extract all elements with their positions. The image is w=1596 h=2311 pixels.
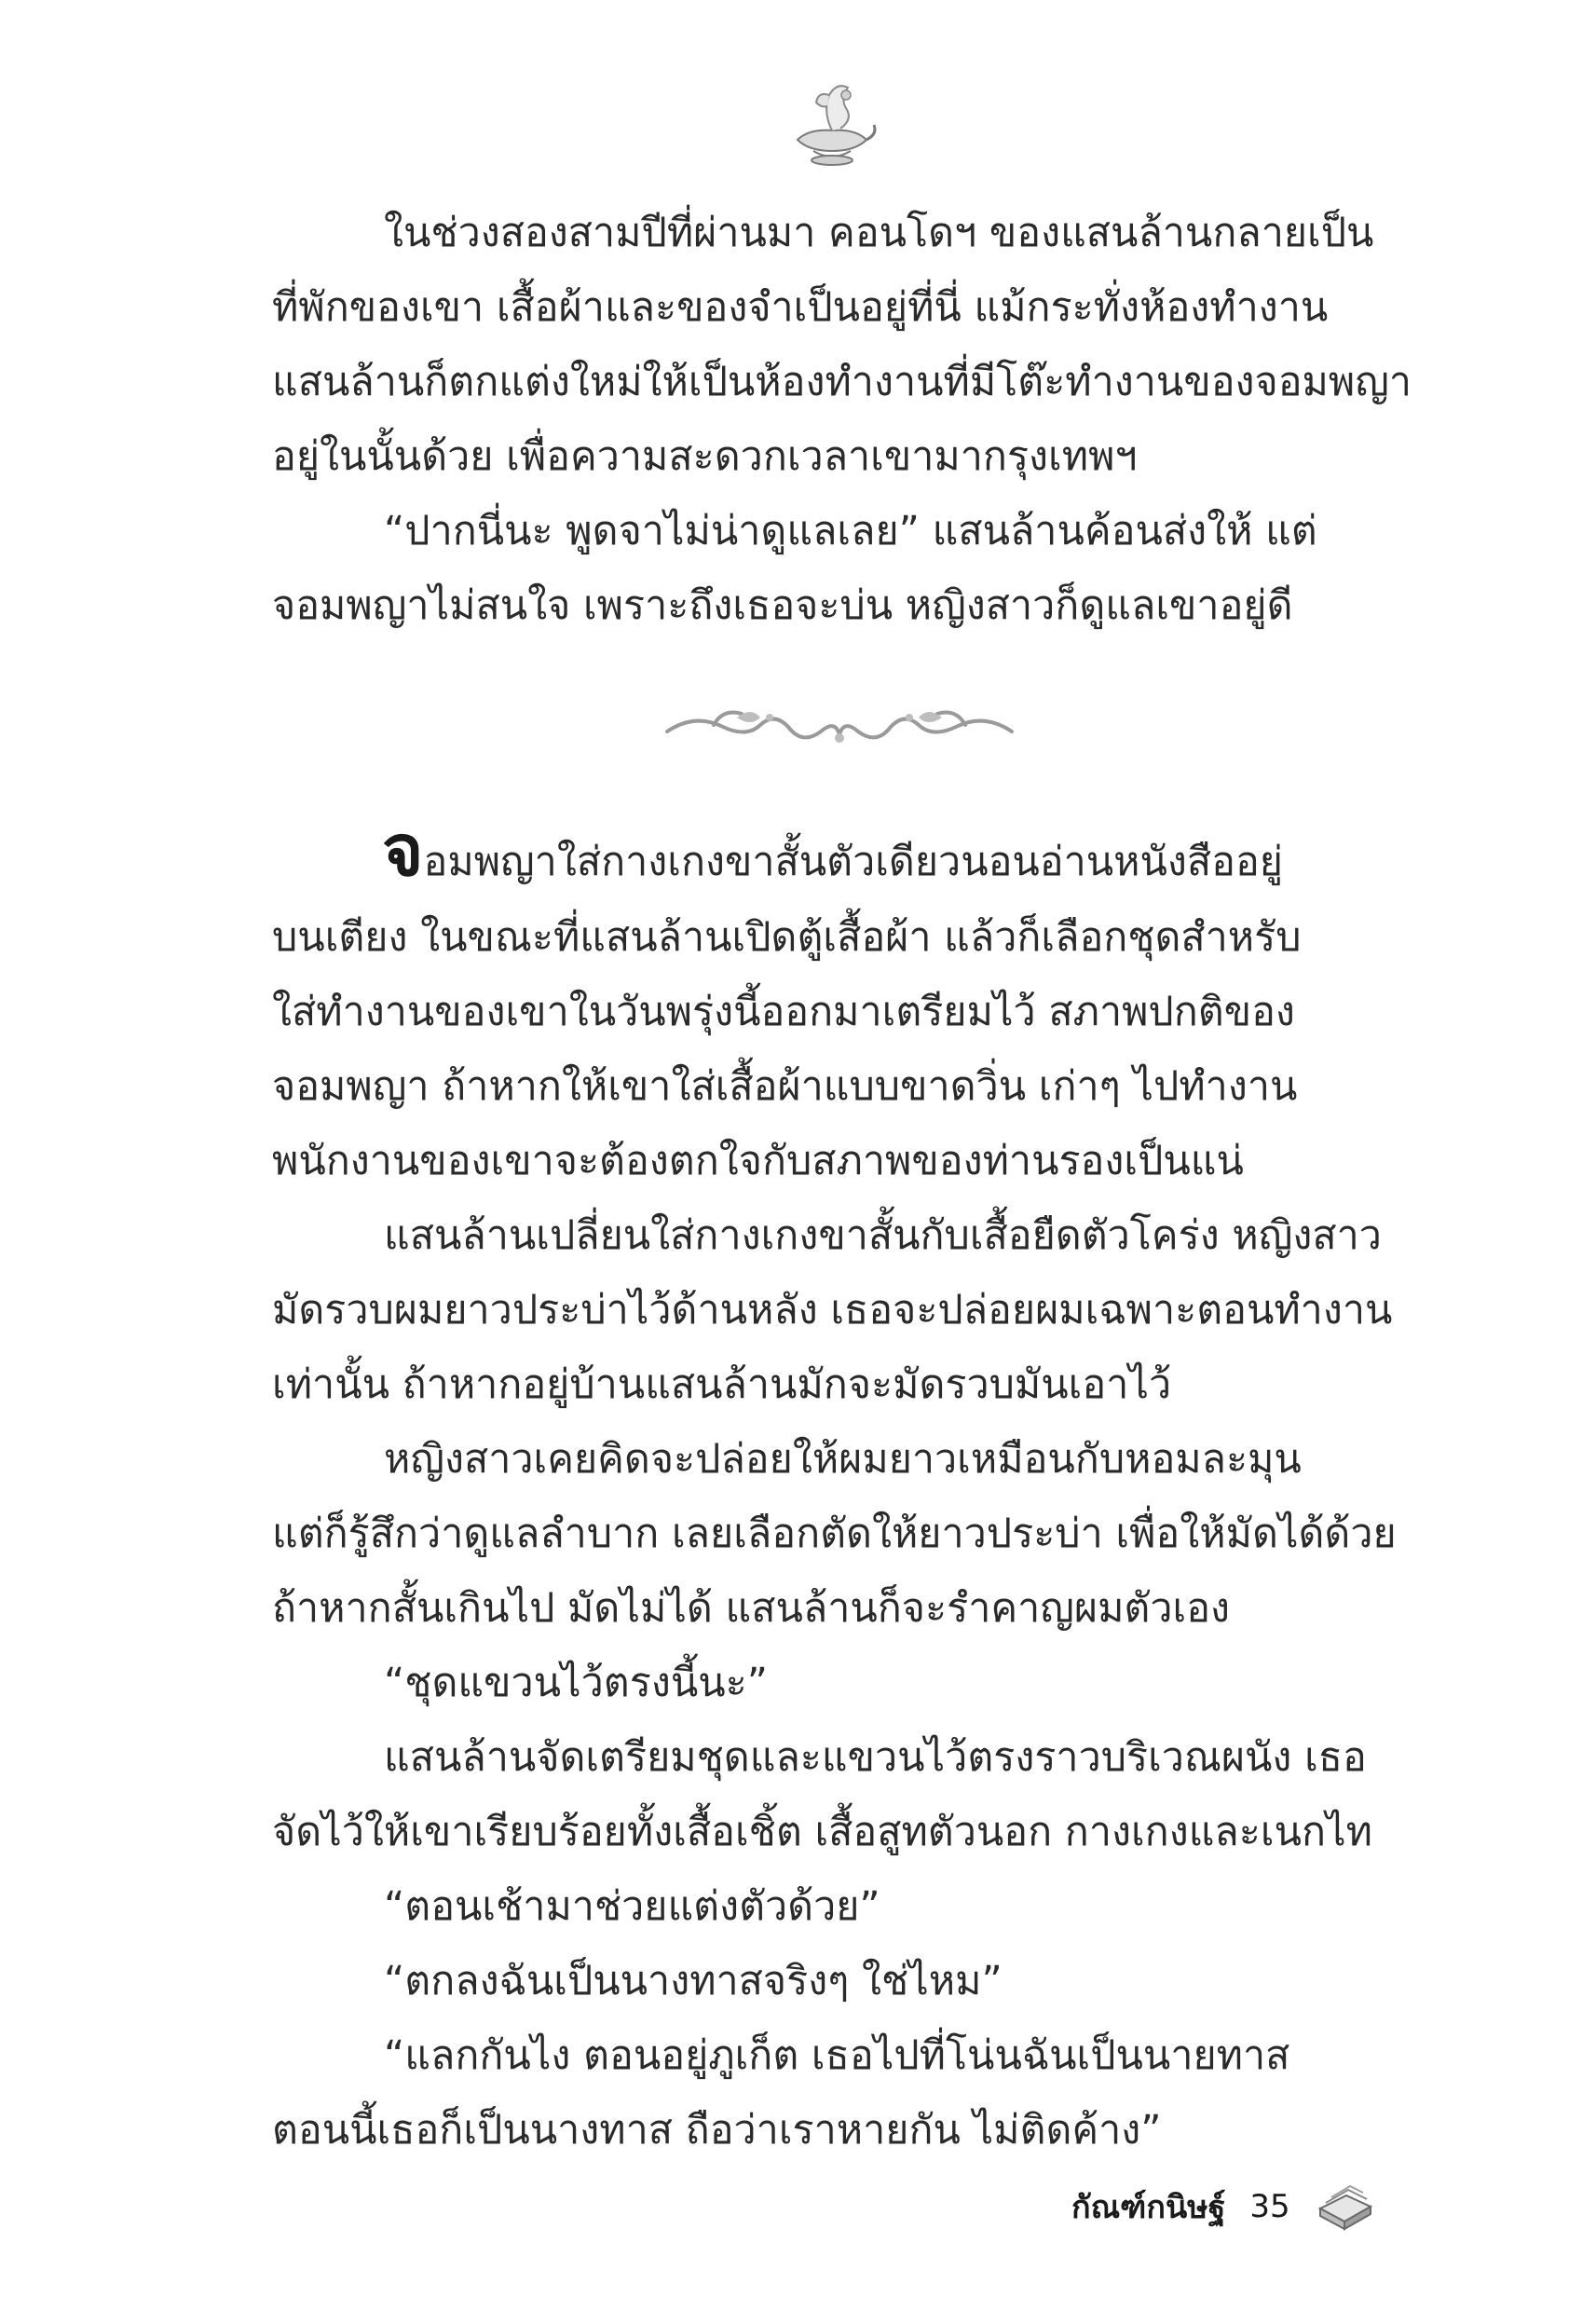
first-line — [272, 801, 1416, 900]
floral-scroll-divider-icon — [658, 690, 1021, 764]
paragraph-line: ที่พักของเขา เสื้อผ้าและของจำเป็นอยู่ที่นี่ แม้กระทั่งห้องทำงาน — [272, 284, 1329, 331]
paragraph-line: ใส่ทำงานของเขาในวันพรุ่งนี้ออกมาเตรียมไว้ สภาพปกติของ — [272, 989, 1295, 1035]
lamp-flower-icon — [781, 75, 883, 168]
paragraph-line: บนเตียง ในขณะที่แสนล้านเปิดตู้เสื้อผ้า แล้วก็เลือกชุดสำหรับ — [272, 914, 1302, 961]
paragraph-line: อยู่ในนั้นด้วย เพื่อความสะดวกเวลาเขามากรุงเทพฯ — [272, 433, 1138, 480]
dialogue-line: “ตอนเช้ามาช่วยแต่งตัวด้วย” — [384, 1883, 880, 1930]
page-footer — [1071, 2179, 1374, 2235]
dialogue-line: “ตกลงฉันเป็นนางทาสจริงๆ ใช่ไหม” — [384, 1958, 1003, 2004]
paragraph-line: จอมพญา ถ้าหากให้เขาใส่เสื้อผ้าแบบขาดวิ่น เก่าๆ ไปทำงาน — [272, 1063, 1298, 1110]
paragraph-line: หญิงสาวเคยคิดจะปล่อยให้ผมยาวเหมือนกับหอมละมุน — [384, 1436, 1302, 1483]
paragraph-line: แสนล้านเปลี่ยนใส่กางเกงขาสั้นกับเสื้อยืดตัวโคร่ง หญิงสาว — [384, 1212, 1382, 1259]
dialogue-line: “ชุดแขวนไว้ตรงนี้นะ” — [384, 1660, 768, 1706]
paragraph-line: ในช่วงสองสามปีที่ผ่านมา คอนโดฯ ของแสนล้านกลายเป็น — [384, 210, 1374, 256]
paragraph-line: “ปากนี่นะ พูดจาไม่น่าดูแลเลย” แสนล้านค้อนส่งให้ แต่ — [384, 508, 1317, 554]
paragraph-line: ถ้าหากสั้นเกินไป มัดไม่ได้ แสนล้านก็จะรำคาญผมตัวเอง — [272, 1585, 1231, 1632]
dialogue-line: “แลกกันไง ตอนอยู่ภูเก็ต เธอไปที่โน่นฉันเป็นนายทาส — [384, 2032, 1290, 2079]
section-1 — [272, 196, 1416, 643]
paragraph-line: แสนล้านจัดเตรียมชุดและแขวนไว้ตรงราวบริเวณผนัง เธอ — [384, 1734, 1367, 1781]
paragraph-line: แต่ก็รู้สึกว่าดูแลลำบาก เลยเลือกตัดให้ยาวประบ่า เพื่อให้มัดได้ด้วย — [272, 1511, 1397, 1557]
page-number: 35 — [1249, 2188, 1290, 2225]
paragraph-line: จอมพญาไม่สนใจ เพราะถึงเธอจะบ่น หญิงสาวก็ดูแลเขาอยู่ดี — [272, 582, 1293, 629]
book-title: กัณฑ์กนิษฐ์ — [1071, 2189, 1226, 2226]
section-2 — [272, 801, 1416, 2167]
stacked-pages-icon — [1315, 2181, 1374, 2233]
paragraph-line: พนักงานของเขาจะต้องตกใจกับสภาพของท่านรองเป็นแน่ — [272, 1138, 1244, 1184]
drop-cap: จ — [382, 809, 424, 892]
paragraph-line: จัดไว้ให้เขาเรียบร้อยทั้งเสื้อเชิ้ต เสื้อสูทตัวนอก กางเกงและเนกไท — [272, 1809, 1372, 1855]
dialogue-line: ตอนนี้เธอก็เป็นนางทาส ถือว่าเราหายกัน ไม่ติดค้าง” — [272, 2107, 1162, 2154]
paragraph-line: แสนล้านก็ตกแต่งใหม่ให้เป็นห้องทำงานที่มีโต๊ะทำงานของจอมพญา — [272, 359, 1412, 405]
first-line-text: อมพญาใส่กางเกงขาสั้นตัวเดียวนอนอ่านหนังสืออยู่ — [423, 839, 1283, 885]
paragraph-line: เท่านั้น ถ้าหากอยู่บ้านแสนล้านมักจะมัดรวบมันเอาไว้ — [272, 1361, 1172, 1408]
paragraph-line: มัดรวบผมยาวประบ่าไว้ด้านหลัง เธอจะปล่อยผมเฉพาะตอนทำงาน — [272, 1287, 1393, 1333]
